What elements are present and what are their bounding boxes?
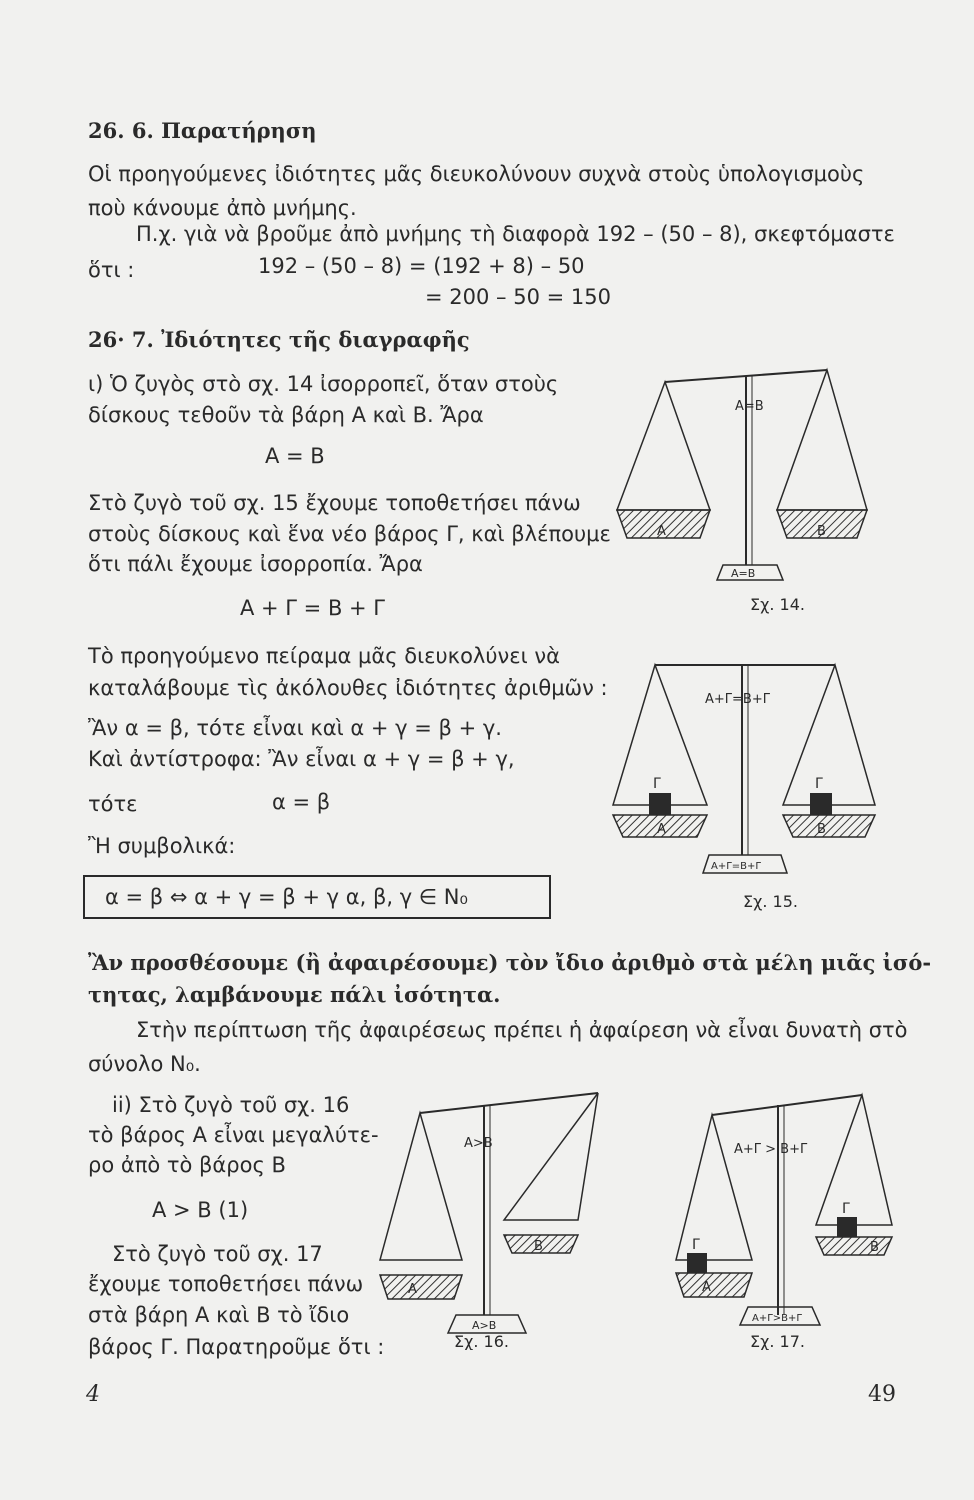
top-label: Α>Β	[464, 1136, 493, 1151]
left-pan	[380, 1275, 462, 1299]
rule-box	[83, 875, 551, 919]
paragraph-line: Στὸ ζυγὸ τοῦ σχ. 15 ἔχουμε τοποθετήσει πάνω	[88, 491, 581, 515]
paragraph-line: τὸ βάρος Α εἶναι μεγαλύτε-	[88, 1123, 379, 1147]
right-pan	[783, 815, 875, 837]
rule-formula: α = β ⇔ α + γ = β + γ α, β, γ ∈ N₀	[105, 885, 468, 909]
paragraph-prefix: τότε	[88, 792, 138, 816]
figure-caption: Σχ. 17.	[750, 1332, 805, 1350]
base-label: Α+Γ=Β+Γ	[711, 861, 761, 872]
weight-label: Γ	[815, 776, 823, 792]
figure-17-balance	[672, 1085, 902, 1350]
figure-16-balance	[376, 1085, 638, 1350]
equation: Α > Β (1)	[152, 1198, 249, 1222]
paragraph-line: Τὸ προηγούμενο πείραμα μᾶς διευκολύνει νὰ	[88, 644, 560, 668]
signature-mark: 4	[86, 1382, 100, 1407]
weight-block	[687, 1253, 707, 1273]
figure-caption: Σχ. 15.	[743, 892, 798, 911]
paragraph-line: Στὴν περίπτωση τῆς ἀφαιρέσεως πρέπει ἡ ἀφαίρεση νὰ εἶναι δυνατὴ στὸ	[136, 1018, 908, 1042]
pan-label: Α	[657, 822, 666, 837]
equation: α = β	[272, 790, 331, 814]
paragraph-line: ποὺ κάνουμε ἀπὸ μνήμης.	[88, 196, 357, 220]
equation: = 200 – 50 = 150	[425, 285, 611, 309]
paragraph-line: Καὶ ἀντίστροφα: Ἂν εἶναι α + γ = β + γ,	[88, 747, 515, 771]
figure-15-balance	[605, 655, 885, 915]
weight-block	[649, 793, 671, 815]
top-label: Α+Γ > Β+Γ	[734, 1142, 808, 1157]
paragraph-prefix: ὅτι :	[88, 258, 135, 282]
paragraph-line: Ἂν α = β, τότε εἶναι καὶ α + γ = β + γ.	[88, 716, 502, 740]
beam	[420, 1093, 598, 1113]
paragraph-line: Ἢ συμβολικά:	[88, 834, 236, 858]
weight-block	[810, 793, 832, 815]
figure-caption: Σχ. 16.	[454, 1332, 509, 1350]
bold-rule-line: Ἂν προσθέσουμε (ἢ ἀφαιρέσουμε) τὸν ἴδιο ἀριθμὸ στὰ μέλη μιᾶς ἰσό-	[88, 950, 932, 975]
pan-label: Α	[657, 524, 666, 539]
left-pan	[676, 1273, 752, 1297]
pan-label: Α	[408, 1282, 417, 1297]
weight-label: Γ	[842, 1201, 850, 1217]
bold-rule-line: τητας, λαμβάνουμε πάλι ἰσότητα.	[88, 982, 501, 1007]
paragraph-line: ρο ἀπὸ τὸ βάρος Β	[88, 1153, 286, 1177]
equation: 192 – (50 – 8) = (192 + 8) – 50	[258, 254, 585, 278]
base-label: Α+Γ>Β+Γ	[752, 1313, 802, 1324]
section-heading-26-6: 26. 6. Παρατήρηση	[88, 118, 317, 143]
paragraph-line: ii) Στὸ ζυγὸ τοῦ σχ. 16	[112, 1093, 350, 1117]
figure-caption: Σχ. 14.	[750, 595, 805, 614]
pan-label: Β	[534, 1239, 543, 1254]
weight-label: Γ	[653, 776, 661, 792]
equation: Α = Β	[265, 444, 325, 468]
equation: Α + Γ = Β + Γ	[240, 596, 386, 620]
paragraph-line: βάρος Γ. Παρατηροῦμε ὅτι :	[88, 1335, 385, 1359]
pan-label: Β	[817, 822, 826, 837]
base-label: Α>Β	[472, 1319, 497, 1332]
beam	[712, 1095, 862, 1115]
paragraph-line: Οἱ προηγούμενες ἰδιότητες μᾶς διευκολύνουν συχνὰ στοὺς ὑπολογισμοὺς	[88, 162, 865, 186]
base-label: Α=Β	[731, 567, 756, 580]
right-pan	[816, 1237, 892, 1255]
paragraph-line: στὰ βάρη Α καὶ Β τὸ ἴδιο	[88, 1303, 350, 1327]
paragraph-line: ι) Ὁ ζυγὸς στὸ σχ. 14 ἰσορροπεῖ, ὅταν στοὺς	[88, 372, 559, 396]
top-label: Α+Γ=Β+Γ	[705, 692, 770, 707]
paragraph-line: σύνολο N₀.	[88, 1052, 201, 1076]
pan-label: Β	[870, 1240, 879, 1255]
weight-label: Γ	[692, 1237, 700, 1253]
section-heading-26-7: 26· 7. Ἰδιότητες τῆς διαγραφῆς	[88, 327, 470, 352]
paragraph-line: ὅτι πάλι ἔχουμε ἰσορροπία. Ἄρα	[88, 552, 423, 576]
figure-14-balance	[605, 360, 885, 620]
paragraph-line: Στὸ ζυγὸ τοῦ σχ. 17	[112, 1242, 323, 1266]
paragraph-line: στοὺς δίσκους καὶ ἕνα νέο βάρος Γ, καὶ βλέπουμε	[88, 522, 611, 546]
pan-label: Α	[702, 1280, 711, 1295]
paragraph-line: δίσκους τεθοῦν τὰ βάρη Α καὶ Β. Ἄρα	[88, 403, 484, 427]
page-number: 49	[868, 1382, 896, 1407]
paragraph-line: ἔχουμε τοποθετήσει πάνω	[88, 1272, 364, 1296]
weight-block	[837, 1217, 857, 1237]
top-label: Α=Β	[735, 399, 764, 414]
paragraph-line: καταλάβουμε τὶς ἀκόλουθες ἰδιότητες ἀριθμῶν :	[88, 676, 608, 700]
paragraph-line: Π.χ. γιὰ νὰ βροῦμε ἀπὸ μνήμης τὴ διαφορὰ 192 – (50 – 8), σκεφτόμαστε	[136, 222, 895, 246]
pan-label: Β	[817, 524, 826, 539]
